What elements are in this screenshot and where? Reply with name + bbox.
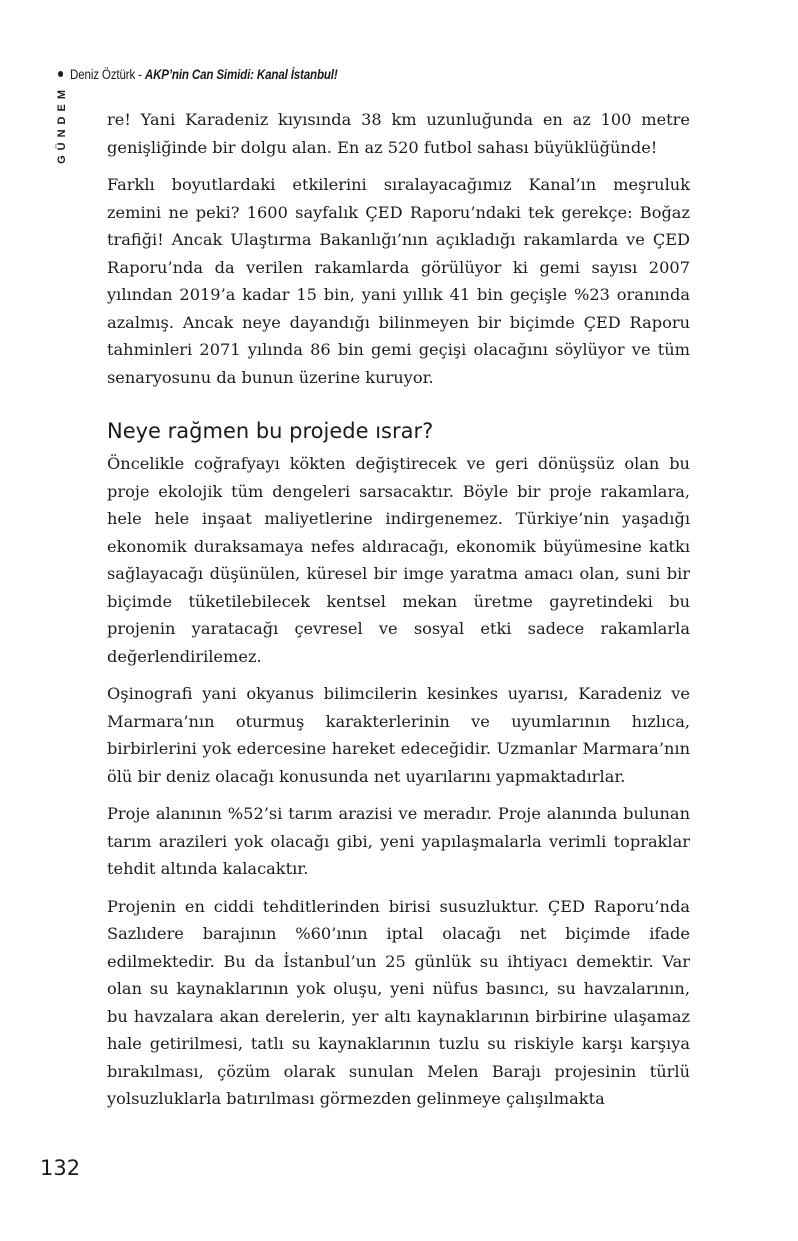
paragraph: Farklı boyutlardaki etkilerini sıralayacağımız Kanal’ın meşruluk zemini ne peki? 1600 sayfalık ÇED Raporu’ndaki tek gerekçe: Boğaz trafiği! Ancak Ulaştırma Bakanlığı’nın açıkladığı rakamlarda ve ÇED Raporu’nda da verilen rakamlarda görülüyor ki gemi sayısı 2007 yılından 2019’a kadar 15 bin, yani yıllık 41 bin geçişle %23 oranında azalmış. Ancak neye dayandığı bilinmeyen bir biçimde ÇED Raporu tahminleri 2071 yılında 86 bin gemi geçişi olacağını söylüyor ve tüm senaryosunu da bunun üzerine kuruyor. (107, 175, 690, 387)
section-label: GÜNDEM (56, 85, 68, 164)
paragraph: Öncelikle coğrafyayı kökten değiştirecek ve geri dönüşsüz olan bu proje ekolojik tüm dengeleri sarsacaktır. Böyle bir proje rakamlara, hele hele inşaat maliyetlerine indirgenemez. Türkiye’nin yaşadığı ekonomik duraksamaya nefes aldıracağı, ekonomik büyümesine katkı sağlayacağı düşünülen, küresel bir imge yaratma amacı olan, suni bir biçimde tüketilebilecek kentsel mekan üretme gayretindeki bu projenin yaratacağı çevresel ve sosyal etki sadece rakamlarla değerlendirilemez. (107, 454, 690, 666)
paragraph: Projenin en ciddi tehditlerinden birisi susuzluktur. ÇED Raporu’nda Sazlıdere barajının %60’ının iptal olacağı net biçimde ifade edilmektedir. Bu da İstanbul’un 25 günlük su ihtiyacı demektir. Var olan su kaynaklarının yok oluşu, yeni nüfus basıncı, su havzalarının, bu havzalara akan derelerin, yer altı kaynaklarının birbirine ulaşamaz hale getirilmesi, tatlı su kaynaklarının tuzlu su riskiyle karşı karşıya bırakılması, çözüm olarak sunulan Melen Barajı projesinin türlü yolsuzluklarla batırılması görmezden gelinmeye çalışılmakta (107, 896, 690, 1108)
subheading: Neye rağmen bu projede ısrar? (107, 419, 434, 443)
page-number: 132 (40, 1156, 81, 1180)
header-article-title: AKP’nin Can Simidi: Kanal İstanbul! (144, 67, 338, 82)
article-body (107, 106, 690, 1123)
paragraph: Oşinografi yani okyanus bilimcilerin kesinkes uyarısı, Karadeniz ve Marmara’nın oturmuş karakterlerinin ve uyumlarının hızlıca, birbirlerini yok edercesine hareket edeceğidir. Uzmanlar Marmara’nın ölü bir deniz olacağı konusunda net uyarılarını yapmaktadırlar. (107, 684, 690, 786)
paragraph: Proje alanının %52’si tarım arazisi ve meradır. Proje alanında bulunan tarım arazileri yok olacağı gibi, yeni yapılaşmalarla verimli topraklar tehdit altında kalacaktır. (107, 804, 690, 878)
header-author: Deniz Öztürk - (70, 67, 145, 82)
running-header (58, 67, 338, 82)
bullet-icon (58, 71, 63, 77)
paragraph: re! Yani Karadeniz kıyısında 38 km uzunluğunda en az 100 metre genişliğinde bir dolgu alan. En az 520 futbol sahası büyüklüğünde! (107, 110, 690, 157)
